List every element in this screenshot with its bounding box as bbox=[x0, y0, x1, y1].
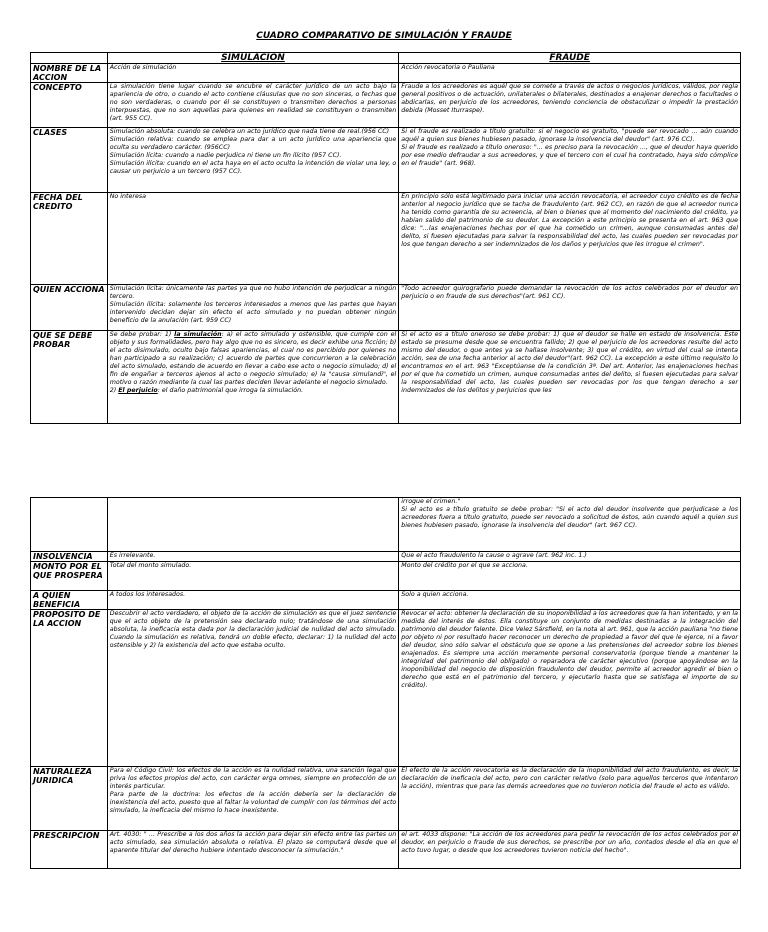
table-row bbox=[31, 64, 741, 83]
paragraph: Si el fraude es realizado a título gratuito: si el negocio es gratuito, "puede ser revocado ... aún cuando aquél a quien sus bienes hubiesen pasado, ignorase la insolvencia del deudor" (art. 976 CC). bbox=[401, 128, 738, 143]
paragraph bbox=[110, 331, 397, 387]
cell-simulacion bbox=[107, 498, 399, 552]
table-row bbox=[31, 285, 741, 331]
cell-fraude: El efecto de la acción revocatoria es la declaración de la inoponibilidad del acto fraudulento, es decir, la declaración de ineficacia del acto, pero con carácter relativo (solo para aquellos terceros que intentaron la acción), mientras que para las demás acreedores que no tuvieron noticia del fraude el acto es válido. bbox=[399, 767, 741, 831]
cell-fraude: En principio sólo está legitimado para iniciar una acción revocatoria, el acreedor cuyo crédito es de fecha anterior al negocio jurídico que se tacha de fraudulento (art. 962 CC), en razón de que el acreedor nunca ha tenido como garantía de su acreencia, al bien o bienes que al momento del nacimiento del crédito, ya habían salido del patrimonio de su deudor. La excepción a este principio se presenta en el art. 963 que dice: "...las enajenaciones hechas por el que ha cometido un crimen, aunque consumadas antes del delito, si fuesen ejecutadas para salvar la responsabilidad del acto, las cuales pueden ser revocadas por los que tengan derecho a ser indemnizados de los daños y perjuicios que les irrogue el crimen". bbox=[399, 193, 741, 285]
header-row bbox=[31, 53, 741, 64]
table-row bbox=[31, 83, 741, 128]
table-row bbox=[31, 562, 741, 591]
table-row bbox=[31, 767, 741, 831]
row-label: FECHA DEL CREDITO bbox=[31, 193, 108, 285]
row-label: PROPOSITO DE LA ACCION bbox=[31, 610, 108, 767]
emphasis: El perjuicio bbox=[118, 387, 158, 394]
header-simulacion: SIMULACION bbox=[107, 53, 399, 64]
row-label: QUIEN ACCIONA bbox=[31, 285, 108, 331]
cell-simulacion: Descubrir el acto verdadero, el objeto de la acción de simulación es que el juez sentencie que el acto objeto de la pretensión sea declarado nulo; tratándose de una simulación absoluta, la ineficacia esta dada por la declaración judicial de nulidad del acto simulado. Cuando la simulación es relativa, tendrá un doble efecto, declarar: 1) la nulidad del acto ostensible y 2) la existencia del acto que estaba oculto. bbox=[107, 610, 399, 767]
table-row bbox=[31, 831, 741, 869]
row-label: CONCEPTO bbox=[31, 83, 108, 128]
cell-simulacion: Art. 4030: " ... Prescribe a los dos años la acción para dejar sin efecto entre las partes un acto simulado, sea simulación absoluta o relativa. El plazo se computará desde que el aparente titular del derecho hubiere intentado desconocer la simulación." bbox=[107, 831, 399, 869]
comparison-table-part-1 bbox=[30, 52, 741, 424]
table-row bbox=[31, 498, 741, 552]
row-label: NOMBRE DE LA ACCION bbox=[31, 64, 108, 83]
table-row bbox=[31, 128, 741, 193]
cell-fraude bbox=[399, 498, 741, 552]
cell-fraude: Revocar el acto: obtener la declaración de su inoponibilidad a los acreedores que la han intentado, y en la medida del interés de éstos. Ella constituye un conjunto de medidas destinadas a la integración del patrimonio del deudor falente. Dice Velez Sársfield, en la nota al art. 961, que la acción pauliana "no tiene por objeto ni por resultado hacer reconocer un derecho de propiedad a favor del que le ejerce, ni a favor del deudor, sino sólo salvar el obstáculo que se opone a las pretensiones del acreedor sobre los bienes enajenados. Es siempre una acción meramente personal conservatoria (porque tiende a mantener la integridad del patrimonio del obligado) o reparadora de carácter ejecutivo (porque apoyándose en la inoponibilidad del negocio de disposición fraudulento del deudor, permite al acreedor agredir el bien o derecho que está en el patrimonio del tercero, y ejecutarlo hasta que se satisfaga el importe de su crédito). bbox=[399, 610, 741, 767]
paragraph: Para parte de la doctrina: los efectos de la acción debería ser la declaración de inexistencia del acto, puesto que al faltar la voluntad de cumplir con los términos del acto simulado, la ineficacia del mismo lo hace inexistente. bbox=[109, 791, 397, 814]
paragraph: Simulación absoluta: cuando se celebra un acto jurídico que nada tiene de real.(956 CC) bbox=[109, 128, 390, 135]
row-label: A QUIEN BENEFICIA bbox=[31, 591, 108, 610]
cell-fraude bbox=[399, 128, 741, 193]
cell-simulacion: No interesa bbox=[107, 193, 399, 285]
paragraph: Si el fraude es realizado a título oneroso: "... es preciso para la revocación ..., que el deudor haya querido por ese medio defraudar a sus acreedores, y que el tercero con el cual ha contratado, haya sido cómplice en el fraude" (art. 968). bbox=[401, 144, 738, 167]
comparison-table-part-2 bbox=[30, 497, 741, 869]
cell-simulacion bbox=[107, 128, 399, 193]
row-label: QUE SE DEBE PROBAR bbox=[31, 331, 108, 424]
row-label: CLASES bbox=[31, 128, 108, 193]
paragraph: Simulación ilícita: solamente los terceros interesados a menos que las partes que hayan intervenido decidan dejar sin efecto el acto simulado y no puedan obtener ningún beneficio de la anulación (art. 959 CC) bbox=[109, 301, 397, 324]
row-label: INSOLVENCIA bbox=[31, 552, 108, 562]
row-label: PRESCRIPCION bbox=[31, 831, 108, 869]
cell-simulacion: Total del monto simulado. bbox=[107, 562, 399, 591]
paragraph bbox=[110, 387, 397, 395]
row-label: MONTO POR EL QUE PROSPERA bbox=[31, 562, 108, 591]
cell-fraude: Que el acto fraudulento la cause o agrave (art. 962 inc. 1.) bbox=[399, 552, 741, 562]
cell-simulacion: Acción de simulación bbox=[107, 64, 399, 83]
row-label bbox=[31, 498, 108, 552]
paragraph: Si el acto es a título gratuito se debe probar: "Si el acto del deudor insolvente que perjudicase a los acreedores fuera a título gratuito, puede ser revocado a solicitud de éstos, aún cuando aquél a quien sus bienes hubiesen pasado, ignorase la insolvencia del deudor" (art. 967 CC). bbox=[401, 506, 738, 529]
cell-simulacion: A todos los interesados. bbox=[107, 591, 399, 610]
cell-simulacion: La simulación tiene lugar cuando se encubre el carácter jurídico de un acto bajo la apariencia de otro, o cuando el acto contiene cláusulas que no son sinceras, o fechas que no son verdaderas, o cuando por él se constituyen o transmiten derechos a personas interpuestas, que no son aquellas para quienes en realidad se constituyen o transmiten (art. 955 CC). bbox=[107, 83, 399, 128]
table-row bbox=[31, 591, 741, 610]
cell-simulacion bbox=[107, 331, 399, 424]
table-row bbox=[31, 193, 741, 285]
cell-fraude: Fraude a los acreedores es aquél que se comete a través de actos o negocios jurídicos, válidos, por regla general positivos o de actuación, unilaterales o bilaterales, destinados a enajenar derechos o facultades o abdicarlas, en perjuicio de los acreedores, teniendo conciencia de obstaculizar o impedir la prestación debida (Mosset Iturraspe). bbox=[399, 83, 741, 128]
cell-fraude: el art. 4033 dispone: "La acción de los acreedores para pedir la revocación de los actos celebrados por el deudor, en perjuicio o fraude de sus derechos, se prescribe por un año, contados desde el día en que el acto tuvo lugar, o desde que los acreedores tuvieron noticia del hecho". bbox=[399, 831, 741, 869]
header-fraude: FRAUDE bbox=[399, 53, 741, 64]
page-title: CUADRO COMPARATIVO DE SIMULACIÓN Y FRAUDE bbox=[256, 31, 512, 41]
cell-fraude: Acción revocatoria o Pauliana bbox=[399, 64, 741, 83]
cell-simulacion: Es irrelevante. bbox=[107, 552, 399, 562]
paragraph: Simulación relativa: cuando se emplea para dar a un acto jurídico una apariencia que oculta su verdadero carácter. (956CC) bbox=[109, 136, 397, 151]
table-row bbox=[31, 610, 741, 767]
cell-fraude: Monto del crédito por el que se acciona. bbox=[399, 562, 741, 591]
cell-fraude: Solo a quien acciona. bbox=[399, 591, 741, 610]
cell-fraude: Si el acto es a título oneroso se debe probar: 1) que el deudor se halle en estado de insolvencia. Este estado se presume desde que se encuentra fallido; 2) que el perjuicio de los acreedores resulte del acto mismo del deudor, o que antes ya se hallase insolvente; 3) que el crédito, en virtud del cual se intenta acción, sea de una fecha anterior al acto del deudor"(art. 962 CC). La excepción a este último requisito lo encontramos en el art. 963 "Exceptúanse de la condición 3ª. Del art. Anterior, las enajenaciones hechas por el que ha cometido un crimen, aunque consumadas antes del delito, si fuesen ejecutadas para salvar la responsabilidad del acto, las cuales pueden ser revocadas por los que tengan derecho a ser indemnizados de los delitos y perjuicios que les bbox=[399, 331, 741, 424]
cell-simulacion bbox=[107, 285, 399, 331]
row-label: NATURALEZA JURIDICA bbox=[31, 767, 108, 831]
corner-cell bbox=[31, 53, 108, 64]
table-row bbox=[31, 552, 741, 562]
table-row bbox=[31, 331, 741, 424]
cell-fraude: "Todo acreedor quirografario puede demandar la revocación de los actos celebrados por el deudor en perjuicio o en fraude de sus derechos"(art. 961 CC). bbox=[399, 285, 741, 331]
cell-simulacion bbox=[107, 767, 399, 831]
paragraph: Simulación lícita: únicamente las partes ya que no hubo intención de perjudicar a ningún tercero. bbox=[109, 285, 397, 300]
text-span: Se debe probar: 1) bbox=[109, 331, 172, 338]
paragraph: Para el Código Civil: los efectos de la acción es la nulidad relativa, una sanción legal que priva los efectos propios del acto, con carácter erga omnes, siempre en protección de un interés particular. bbox=[109, 767, 397, 790]
text-span: 2) bbox=[109, 387, 117, 394]
text-span: : el daño patrimonial que irroga la simulación. bbox=[157, 387, 304, 394]
emphasis: la simulación bbox=[174, 331, 222, 338]
paragraph: irrogue el crimen." bbox=[401, 498, 461, 505]
paragraph: Simulación ilícita: cuando en el acta haya en el acto oculto la intención de violar una ley, o causar un perjuicio a un tercero (957 CC). bbox=[109, 160, 397, 175]
paragraph: Simulación lícita: cuando a nadie perjudica ni tiene un fin ilícito (957 CC). bbox=[109, 152, 342, 159]
text-span: : a) el acto simulado y ostensible, que cumple con el objeto y sus formalidades, pero hay algo que no es sincero, es decir exhibe una ficción; b) el acto disimulado, oculto bajo falsas apariencias, el cual no es percibido por quienes no han participado a su realización; c) acuerdo de partes que concurrieron a la celebración del acto simulado, estando de acuerdo en llevar a cabo ese acto o negocio simulado; d) el fin de engañar a terceros ajenos al acto o negocio simulado; e) la "causa simulandi", el motivo o razón mediante la cual las partes deciden llevar adelante el negocio simulado. bbox=[109, 331, 397, 386]
